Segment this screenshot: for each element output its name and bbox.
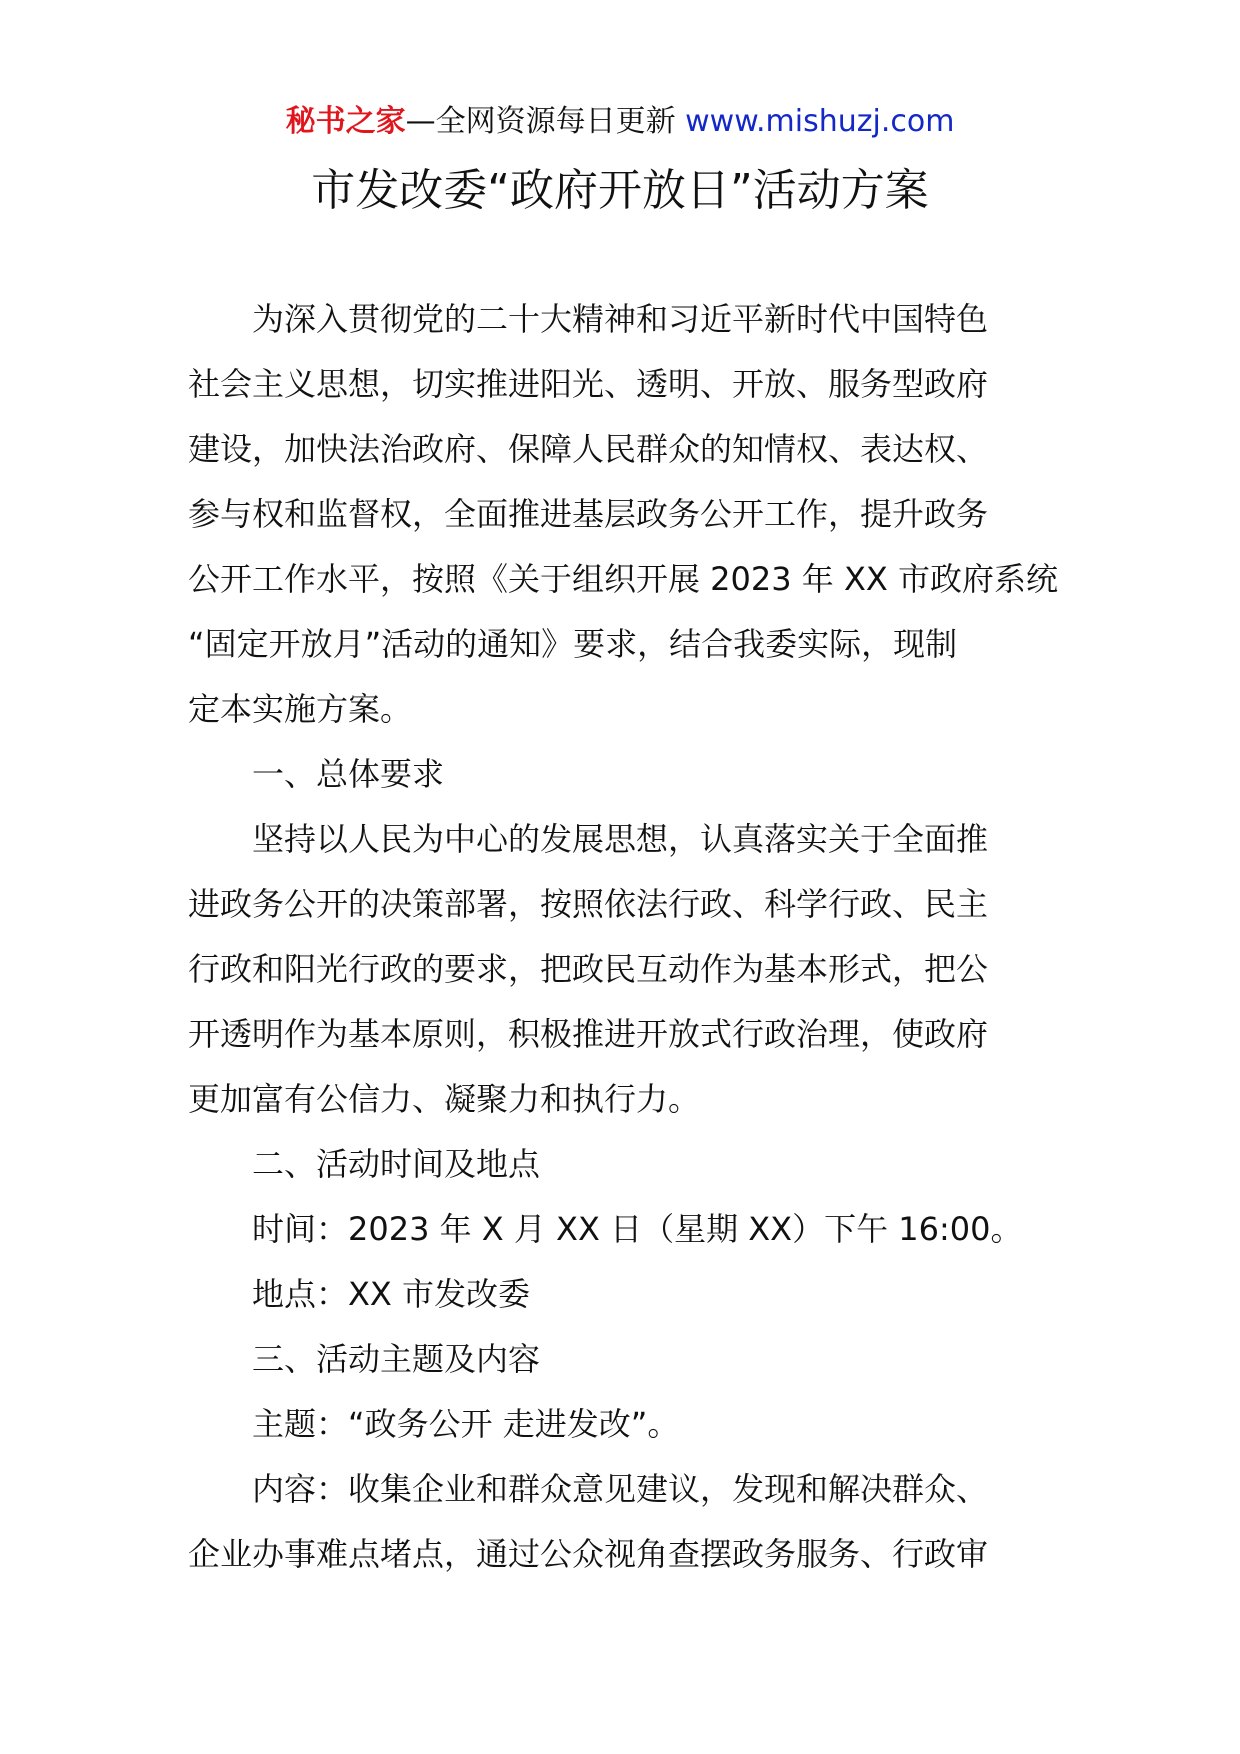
text-line: 建设，加快法治政府、保障人民群众的知情权、表达权、 xyxy=(188,430,989,468)
text-line: 坚持以人民为中心的发展思想，认真落实关于全面推 xyxy=(252,820,989,858)
document-body xyxy=(188,287,1064,1587)
text-line: 开透明作为基本原则，积极推进开放式行政治理，使政府 xyxy=(188,1015,989,1053)
text-line: 进政务公开的决策部署，按照依法行政、科学行政、民主 xyxy=(188,885,989,923)
text-line: 时间：2023 年 X 月 XX 日（星期 XX）下午 16:00。 xyxy=(252,1210,1023,1248)
text-line: 更加富有公信力、凝聚力和执行力。 xyxy=(188,1080,701,1118)
text-line: 内容：收集企业和群众意见建议，发现和解决群众、 xyxy=(252,1470,989,1508)
text-line: 公开工作水平，按照《关于组织开展 2023 年 XX 市政府系统 xyxy=(188,560,1058,598)
section2-heading xyxy=(188,1132,1064,1197)
text-line: 主题：“政务公开 走进发改”。 xyxy=(252,1405,680,1443)
heading-text: 二、活动时间及地点 xyxy=(252,1145,541,1183)
heading-text: 一、总体要求 xyxy=(252,755,445,793)
site-url-link[interactable]: www.mishuzj.com xyxy=(685,104,955,139)
text-line: 企业办事难点堵点，通过公众视角查摆政务服务、行政审 xyxy=(188,1535,989,1573)
document-title: 市发改委“政府开放日”活动方案 xyxy=(311,165,929,216)
content-paragraph xyxy=(188,1457,1064,1587)
section1-heading xyxy=(188,742,1064,807)
brand-name: 秘书之家 xyxy=(285,104,406,139)
site-banner xyxy=(0,100,1240,144)
time-paragraph xyxy=(188,1197,1064,1262)
text-line: 行政和阳光行政的要求，把政民互动作为基本形式，把公 xyxy=(188,950,989,988)
place-paragraph xyxy=(188,1262,1064,1327)
text-line: 定本实施方案。 xyxy=(188,690,413,728)
text-line: 社会主义思想，切实推进阳光、透明、开放、服务型政府 xyxy=(188,365,989,403)
text-line: “固定开放月”活动的通知》要求，结合我委实际，现制 xyxy=(188,625,958,663)
text-line: 地点：XX 市发改委 xyxy=(252,1275,531,1313)
section1-paragraph xyxy=(188,807,1064,1132)
text-line: 为深入贯彻党的二十大精神和习近平新时代中国特色 xyxy=(252,300,989,338)
intro-paragraph xyxy=(188,287,1064,742)
banner-slogan: —全网资源每日更新 xyxy=(405,104,676,139)
text-line: 参与权和监督权，全面推进基层政务公开工作，提升政务 xyxy=(188,495,989,533)
theme-paragraph xyxy=(188,1392,1064,1457)
heading-text: 三、活动主题及内容 xyxy=(252,1340,541,1378)
section3-heading xyxy=(188,1327,1064,1392)
